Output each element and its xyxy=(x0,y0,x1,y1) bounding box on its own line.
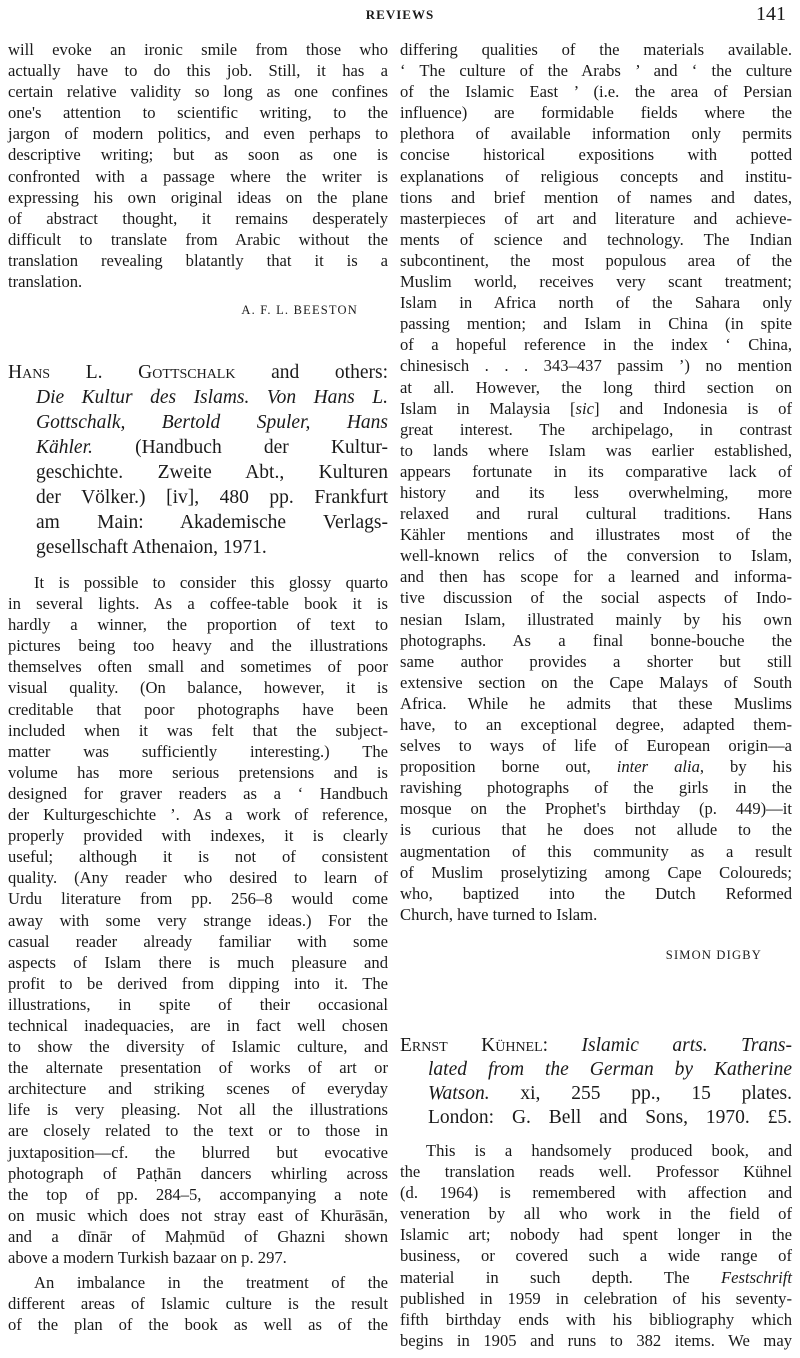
paragraph xyxy=(400,39,792,925)
text-line: included when it was felt that the subject- xyxy=(8,720,388,740)
text: Islam in Malaysia [ xyxy=(400,398,576,418)
text-line: visual quality. (On balance, however, it is xyxy=(8,678,388,698)
italic-text: Festschrift xyxy=(721,1267,792,1287)
italic-text: sic xyxy=(575,398,594,418)
text-line: of the Islamic East ’ (i.e. the area of Persian xyxy=(400,82,792,102)
text: , by his xyxy=(699,757,792,777)
text-line: photograph of Paṭhān dancers whirling across xyxy=(8,1163,388,1183)
review-heading xyxy=(8,360,388,560)
text-line: away with some very strange ideas.) For the xyxy=(8,910,388,930)
text-line: in several lights. As a coffee-table book it is xyxy=(8,594,388,614)
text-line: is curious that he does not allude to the xyxy=(400,820,792,840)
text-line: differing qualities of the materials available. xyxy=(400,40,792,59)
text-line: themselves often small and sometimes of poor xyxy=(8,657,388,677)
text: xi, 255 pp., 15 plates. xyxy=(489,1083,792,1104)
text-line: hardly a winner, the proportion of text to xyxy=(8,615,388,635)
text-line: great interest. The archipelago, in contrast xyxy=(400,419,792,439)
text-line: well-known relics of the conversion to Islam, xyxy=(400,546,792,566)
text: ] and Indonesia is of xyxy=(593,398,792,418)
author-name: Ernst Kühnel xyxy=(400,1035,543,1056)
text-line: Kähler mentions and illustrates most of the xyxy=(400,525,792,545)
text-line: chinesisch . . . 343–437 passim ’) no mention xyxy=(400,356,792,376)
text-line: and a dīnār of Maḥmūd of Ghazni shown xyxy=(8,1226,388,1246)
text-line: expressing his own original ideas on the plane xyxy=(8,187,388,207)
text-line: plethora of available information only permits xyxy=(400,124,792,144)
heading-line xyxy=(400,1058,792,1082)
text-line: begins in 1905 and runs to 382 items. We may xyxy=(400,1330,792,1350)
text-line: Muslim world, receives very scant treatment; xyxy=(400,272,792,292)
text-line: different areas of Islamic culture is the result xyxy=(8,1294,388,1314)
italic-text: Gottschalk, Bertold Spuler, Hans xyxy=(36,412,388,433)
text-line: Islam in Africa north of the Sahara only xyxy=(400,293,792,313)
text-line: tive discussion of the social aspects of Indo- xyxy=(400,588,792,608)
text-line: veneration by all who work in the field of xyxy=(400,1204,792,1224)
text-line: translation revealing blatantly that it is a xyxy=(8,250,388,270)
text-line: augmentation of this community as a result xyxy=(400,841,792,861)
text-line: Urdu literature from pp. 256–8 would come xyxy=(8,889,388,909)
text-line: profit to be derived from dipping into it. The xyxy=(8,973,388,993)
heading-line xyxy=(400,1082,792,1106)
text-line: This is a handsomely produced book, and xyxy=(426,1141,792,1160)
text-line: confronted with a passage where the writer is xyxy=(8,166,388,186)
text-line: der Kulturgeschichte ’. As a work of reference, xyxy=(8,805,388,825)
text-line: on music which does not stray east of Khurāsān, xyxy=(8,1205,388,1225)
heading-line xyxy=(8,410,388,435)
paragraph xyxy=(400,1140,792,1351)
paragraph xyxy=(8,572,388,1268)
text-line: ments of science and technology. The Indian xyxy=(400,229,792,249)
text-line: designed for graver readers as a ‘ Handbuch xyxy=(8,783,388,803)
text-line: nesian Islam, illustrated mainly by his own xyxy=(400,609,792,629)
text-line: the alternate presentation of works of art or xyxy=(8,1058,388,1078)
text-line: casual reader already familiar with some xyxy=(8,931,388,951)
text-line: technical inadequacies, are in fact well chosen xyxy=(8,1015,388,1035)
text-line: and then has scope for a learned and informa- xyxy=(400,567,792,587)
reviewer-signature: SIMON DIGBY xyxy=(665,948,762,962)
text-line: tions and brief mention of names and dates, xyxy=(400,187,792,207)
text-line: above a modern Turkish bazaar on p. 297. xyxy=(8,1248,287,1267)
italic-text: Kähler. xyxy=(36,437,93,458)
text-line: aspects of Islam there is much pleasure and xyxy=(8,952,388,972)
running-title: REVIEWS xyxy=(365,7,435,22)
text-line: difficult to translate from Arabic without the xyxy=(8,229,388,249)
text-line: photographs. As a final bonne-bouche the xyxy=(400,630,792,650)
text-line: An imbalance in the treatment of the xyxy=(34,1273,388,1292)
text-line: Islamic art; nobody had spent longer in the xyxy=(400,1225,792,1245)
text-line: illustrations, in spite of their occasional xyxy=(8,994,388,1014)
text-line: juxtaposition—cf. the blurred but evocative xyxy=(8,1142,388,1162)
text-line: to lands where Islam was earlier established, xyxy=(400,440,792,460)
italic-text: Islamic arts. Trans- xyxy=(581,1035,793,1056)
page-number: 141 xyxy=(756,3,786,25)
author-name: Hans L. Gottschalk xyxy=(8,362,236,383)
text-line: who, baptized into the Dutch Reformed xyxy=(400,883,792,903)
text-line: matter was sufficiently interesting.) The xyxy=(8,741,388,761)
paragraph xyxy=(8,39,388,292)
text-line: pictures being too heavy and the illustrations xyxy=(8,636,388,656)
review-heading xyxy=(400,1034,792,1130)
text: proposition borne out, xyxy=(400,757,617,777)
italic-text: Watson. xyxy=(428,1083,490,1104)
text-line: influence) are formidable fields where the xyxy=(400,103,792,123)
text-line: ravishing photographs of the girls in the xyxy=(400,778,792,798)
text-line: of abstract thought, it remains desperately xyxy=(8,208,388,228)
text-line: actually have to do this job. Still, it has a xyxy=(8,61,388,81)
heading-line xyxy=(8,385,388,410)
text: material in such depth. The xyxy=(400,1267,722,1287)
text-line: of the plan of the book as well as of the xyxy=(8,1315,388,1335)
text-line xyxy=(400,398,792,419)
heading-line xyxy=(400,1034,792,1058)
text-line: quality. (Any reader who desired to learn of xyxy=(8,868,388,888)
italic-text: inter alia xyxy=(616,757,700,777)
text-line: subcontinent, the most populous area of the xyxy=(400,250,792,270)
text-line: ‘ The culture of the Arabs ’ and ‘ the culture xyxy=(400,61,792,81)
text-line: are closely related to the text or to those in xyxy=(8,1121,388,1141)
text-line: translation. xyxy=(8,272,83,292)
text-line: life is very pleasing. Not all the illustrations xyxy=(8,1100,388,1120)
text-line: history and its less overwhelming, more xyxy=(400,482,792,502)
text: : xyxy=(542,1035,582,1056)
text-line: descriptive writing; but as soon as one is xyxy=(8,145,388,165)
text-line: published in 1959 in celebration of his seventy- xyxy=(400,1288,792,1308)
text-line: properly provided with indexes, it is clearly xyxy=(8,826,388,846)
text-line: Africa. While he admits that these Muslims xyxy=(400,693,792,713)
text: and others: xyxy=(235,362,388,383)
text-line: appears fortunate in its comparative lack of xyxy=(400,461,792,481)
text-line: selves to ways of life of European origin—a xyxy=(400,736,792,756)
text-line: the top of pp. 284–5, accompanying a note xyxy=(8,1184,388,1204)
text-line: volume has more serious pretensions and is xyxy=(8,762,388,782)
text-line: concise historical expositions with potted xyxy=(400,145,792,165)
text-line: to show the diversity of Islamic culture, and xyxy=(8,1037,388,1057)
heading-line: am Main: Akademische Verlags- xyxy=(36,512,388,533)
heading-line xyxy=(8,360,388,385)
italic-text: Die Kultur des Islams. Von Hans L. xyxy=(36,387,388,408)
text-line: will evoke an ironic smile from those who xyxy=(8,40,388,59)
text-line: masterpieces of art and literature and achieve- xyxy=(400,208,792,228)
text-line xyxy=(400,756,792,777)
text: (Handbuch der Kultur- xyxy=(92,437,388,458)
text-line: at all. However, the long third section on xyxy=(400,377,792,397)
text-line: fifth birthday ends with his bibliography which xyxy=(400,1309,792,1329)
text-line: explanations of religious concepts and institu- xyxy=(400,166,792,186)
text-line: creditable that poor photographs have been xyxy=(8,699,388,719)
text-line: jargon of modern politics, and even perhaps to xyxy=(8,124,388,144)
text-line: one's attention to scientific writing, to the xyxy=(8,103,388,123)
heading-line: gesellschaft Athenaion, 1971. xyxy=(36,537,267,558)
italic-text: lated from the German by Katherine xyxy=(428,1059,792,1080)
text-line: mosque on the Prophet's birthday (p. 449)—it xyxy=(400,799,792,819)
text-line: business, or covered such a wide range of xyxy=(400,1246,792,1266)
text-line: of a hopeful reference in the index ‘ China, xyxy=(400,335,792,355)
heading-line: London: G. Bell and Sons, 1970. £5. xyxy=(428,1107,792,1128)
text-line xyxy=(400,1267,792,1288)
text-line: relaxed and rural cultural traditions. Hans xyxy=(400,504,792,524)
heading-line: geschichte. Zweite Abt., Kulturen xyxy=(36,462,388,483)
text-line: architecture and striking scenes of everyday xyxy=(8,1079,388,1099)
text-line: the translation reads well. Professor Kühnel xyxy=(400,1162,792,1182)
text-line: (d. 1964) is remembered with affection and xyxy=(400,1183,792,1203)
reviewer-signature: A. F. L. BEESTON xyxy=(241,303,358,317)
text-line: of Muslim proselytizing among Cape Coloureds; xyxy=(400,862,792,882)
text-line: Church, have turned to Islam. xyxy=(400,904,598,924)
heading-line: der Völker.) [iv], 480 pp. Frankfurt xyxy=(36,487,388,508)
text-line: extensive section on the Cape Malays of South xyxy=(400,672,792,692)
paragraph xyxy=(8,1272,388,1335)
text-line: same author provides a shorter but still xyxy=(400,651,792,671)
text-line: certain relative validity so long as one confines xyxy=(8,82,388,102)
text-line: useful; although it is not of consistent xyxy=(8,847,388,867)
text-line: have, to an exceptional degree, adapted them- xyxy=(400,715,792,734)
text-line: It is possible to consider this glossy quarto xyxy=(34,573,388,592)
heading-line xyxy=(8,435,388,460)
text-line: passing mention; and Islam in China (in spite xyxy=(400,314,792,334)
